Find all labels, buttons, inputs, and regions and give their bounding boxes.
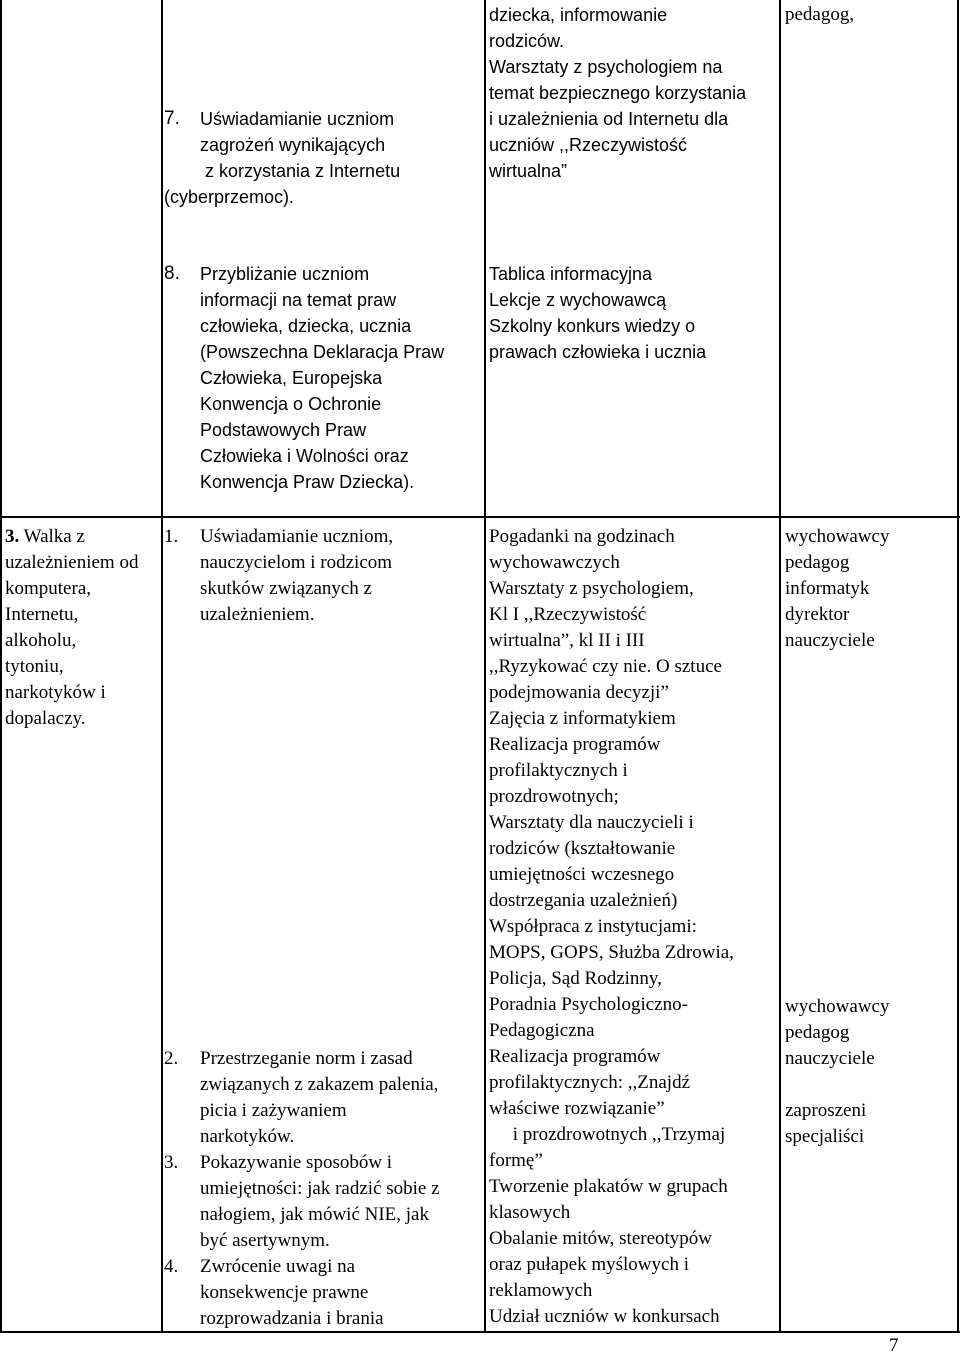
column-divider-3 — [779, 0, 781, 1333]
text-line: Policja, Sąd Rodzinny, — [489, 968, 662, 989]
text-line: konsekwencje prawne — [200, 1282, 369, 1303]
text-line: pedagog — [785, 552, 850, 573]
text-line: Pogadanki na godzinach — [489, 526, 675, 547]
text-line: profilaktycznych i — [489, 760, 628, 781]
text-line: ,,Ryzykować czy nie. O sztuce — [489, 656, 722, 677]
text-line: oraz pułapek myślowych i — [489, 1254, 689, 1275]
text-line: pedagog — [785, 1022, 850, 1043]
text-line: wychowawcy — [785, 996, 890, 1017]
text-line: właściwe rozwiązanie” — [489, 1098, 665, 1119]
text-line — [785, 1072, 889, 1098]
section-3-forms — [489, 524, 734, 1330]
text-line: Obalanie mitów, stereotypów — [489, 1228, 713, 1249]
text-line: alkoholu, — [5, 630, 77, 651]
text-line: z korzystania z Internetu — [200, 161, 401, 181]
text-line: umiejętności wczesnego — [489, 864, 675, 885]
text-line: specjaliści — [785, 1126, 865, 1147]
text-line: prozdrowotnych; — [489, 786, 619, 807]
text-line: komputera, — [5, 578, 92, 599]
text-line: tytoniu, — [5, 656, 64, 677]
text-line: Człowieka, Europejska — [200, 368, 383, 388]
task-3-number: 3. — [164, 1152, 179, 1173]
section-3-responsible-a — [785, 524, 889, 654]
item-7-number: 7. — [164, 108, 180, 129]
text-line: reklamowych — [489, 1280, 593, 1301]
text-line: zagrożeń wynikających — [200, 135, 386, 155]
text-line: Przestrzeganie norm i zasad — [200, 1048, 413, 1069]
page-number: 7 — [889, 1335, 899, 1356]
text-line: Tworzenie plakatów w grupach — [489, 1176, 728, 1197]
text-line: profilaktycznych: ,,Znajdź — [489, 1072, 691, 1093]
table-border-bottom — [0, 1331, 960, 1333]
text-line: Warsztaty z psychologiem na — [489, 57, 723, 77]
text-line: człowieka, dziecka, ucznia — [200, 316, 412, 336]
text-line: rodziców. — [489, 31, 565, 51]
text-line: Zajęcia z informatykiem — [489, 708, 676, 729]
table-border-left — [0, 0, 2, 1333]
section-3-responsible-b — [785, 994, 889, 1150]
text-line: informatyk — [785, 578, 870, 599]
item-7-forms — [489, 2, 746, 184]
item-7-text — [164, 106, 401, 210]
text-line: Współpraca z instytucjami: — [489, 916, 697, 937]
item-7-responsible — [785, 2, 854, 28]
task-1-text — [200, 524, 393, 628]
text-line: Konwencja o Ochronie — [200, 394, 382, 414]
text-line: Warsztaty z psychologiem, — [489, 578, 694, 599]
text-line: uczniów ,,Rzeczywistość — [489, 135, 688, 155]
section-divider — [0, 516, 960, 518]
text-line: informacji na temat praw — [200, 290, 397, 310]
text-line: Człowieka i Wolności oraz — [200, 446, 409, 466]
text-line: Lekcje z wychowawcą — [489, 290, 667, 310]
text-line: podejmowania decyzji” — [489, 682, 669, 703]
section-3-title-first: Walka z — [23, 526, 85, 547]
task-2-text — [200, 1046, 438, 1150]
text-line: wirtualna”, kl II i III — [489, 630, 645, 651]
text-line: MOPS, GOPS, Służba Zdrowia, — [489, 942, 734, 963]
column-divider-1 — [161, 0, 163, 1333]
text-line: pedagog, — [785, 4, 855, 25]
section-3-title — [5, 524, 138, 732]
column-divider-2 — [484, 0, 486, 1333]
text-line — [5, 524, 138, 550]
text-line: picia i zażywaniem — [200, 1100, 347, 1121]
text-line: uzależnieniem. — [200, 604, 315, 625]
text-line: narkotyków. — [200, 1126, 295, 1147]
text-line: dyrektor — [785, 604, 850, 625]
text-line: (cyberprzemoc). — [164, 187, 295, 207]
task-1-number: 1. — [164, 526, 179, 547]
text-line: uzależnieniem od — [5, 552, 139, 573]
text-line: nauczycielom i rodzicom — [200, 552, 393, 573]
text-line: Pedagogiczna — [489, 1020, 595, 1041]
text-line: być asertywnym. — [200, 1230, 330, 1251]
text-line: wychowawczych — [489, 552, 620, 573]
text-line: temat bezpiecznego korzystania — [489, 83, 747, 103]
text-line: dopalaczy. — [5, 708, 86, 729]
task-4-number: 4. — [164, 1256, 179, 1277]
text-line: nauczyciele — [785, 1048, 875, 1069]
text-line: Poradnia Psychologiczno- — [489, 994, 688, 1015]
text-line: Realizacja programów — [489, 734, 661, 755]
text-line: klasowych — [489, 1202, 571, 1223]
text-line: formę” — [489, 1150, 543, 1171]
text-line: związanych z zakazem palenia, — [200, 1074, 439, 1095]
text-line: Konwencja Praw Dziecka). — [200, 472, 415, 492]
item-8-forms — [489, 261, 706, 365]
text-line: wirtualna” — [489, 161, 568, 181]
text-line: Tablica informacyjna — [489, 264, 653, 284]
text-line: rozprowadzania i brania — [200, 1308, 384, 1329]
text-line: nauczyciele — [785, 630, 875, 651]
text-line: Uświadamianie uczniom — [200, 109, 395, 129]
text-line: Przybliżanie uczniom — [200, 264, 370, 284]
section-3-number: 3. — [5, 526, 20, 547]
task-2-number: 2. — [164, 1048, 179, 1069]
text-line: skutków związanych z — [200, 578, 372, 599]
text-line: Pokazywanie sposobów i — [200, 1152, 393, 1173]
text-line: i uzależnienia od Internetu dla — [489, 109, 729, 129]
table-border-right — [957, 0, 959, 1333]
text-line: Realizacja programów — [489, 1046, 661, 1067]
text-line: Kl I ,,Rzeczywistość — [489, 604, 647, 625]
text-line: narkotyków i — [5, 682, 106, 703]
text-line: Zwrócenie uwagi na — [200, 1256, 356, 1277]
text-line: nałogiem, jak mówić NIE, jak — [200, 1204, 429, 1225]
text-line: i prozdrowotnych ,,Trzymaj — [489, 1124, 726, 1145]
text-line: wychowawcy — [785, 526, 890, 547]
text-line: Warsztaty dla nauczycieli i — [489, 812, 694, 833]
text-line: Internetu, — [5, 604, 79, 625]
text-line: (Powszechna Deklaracja Praw — [200, 342, 445, 362]
item-8-number: 8. — [164, 263, 180, 284]
text-line: rodziców (kształtowanie — [489, 838, 676, 859]
task-4-text — [200, 1254, 384, 1332]
item-8-text — [200, 261, 444, 495]
text-line: Udział uczniów w konkursach — [489, 1306, 720, 1327]
text-line: Szkolny konkurs wiedzy o — [489, 316, 696, 336]
text-line: Uświadamianie uczniom, — [200, 526, 394, 547]
text-line: dziecka, informowanie — [489, 5, 668, 25]
text-line: umiejętności: jak radzić sobie z — [200, 1178, 440, 1199]
text-line: zaproszeni — [785, 1100, 867, 1121]
text-line: Podstawowych Praw — [200, 420, 367, 440]
text-line: dostrzegania uzależnień) — [489, 890, 678, 911]
task-3-text — [200, 1150, 440, 1254]
text-line: prawach człowieka i ucznia — [489, 342, 707, 362]
